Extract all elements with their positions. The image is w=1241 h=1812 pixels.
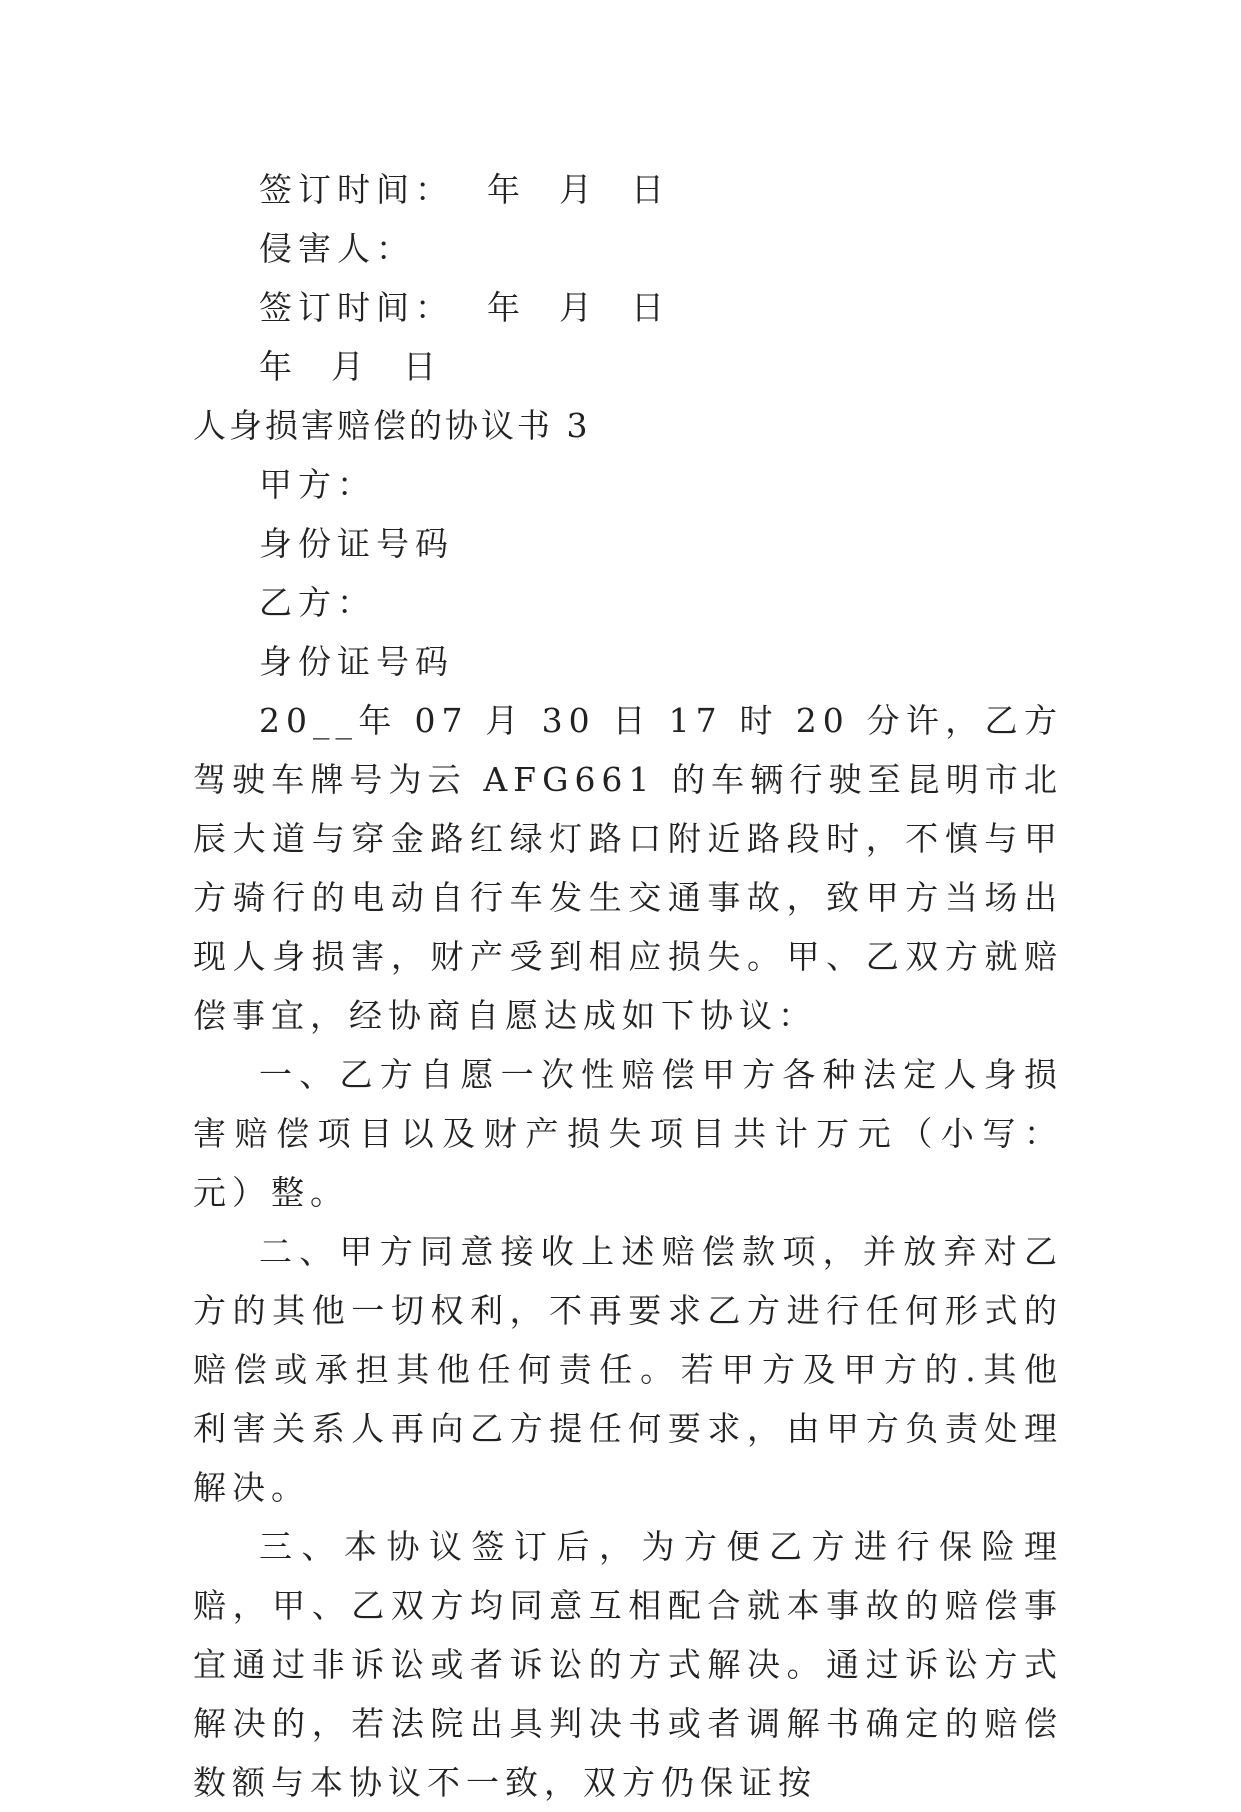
infringer-line: 侵害人： [259,229,415,268]
party-a-line: 甲方： [259,465,376,504]
paragraph-clause-2: 二、甲方同意接收上述赔偿款项，并放弃对乙方的其他一切权利，不再要求乙方进行任何形式的赔偿或承担其他任何责任。若甲方及甲方的.其他利害关系人再向乙方提任何要求，由甲方负责处理解决。 [193,1232,1063,1507]
party-b-id-line: 身份证号码 [259,642,454,681]
document-page [193,160,1063,1812]
sign-time-line: 签订时间： 年 月 日 [259,170,670,209]
agreement-title: 人身损害赔偿的协议书 3 [193,406,591,445]
paragraph-incident: 20__年 07 月 30 日 17 时 20 分许，乙方驾驶车牌号为云 AFG661 的车辆行驶至昆明市北辰大道与穿金路红绿灯路口附近路段时，不慎与甲方骑行的电动自行车发生交通事故，致甲方当场出现人身损害，财产受到相应损失。甲、乙双方就赔偿事宜，经协商自愿达成如下协议： [193,701,1063,1035]
party-b-line: 乙方： [259,583,376,622]
sign-time-line: 签订时间： 年 月 日 [259,288,670,327]
party-a-id-line: 身份证号码 [259,524,454,563]
paragraph-clause-3: 三、本协议签订后，为方便乙方进行保险理赔，甲、乙双方均同意互相配合就本事故的赔偿事宜通过非诉讼或者诉讼的方式解决。通过诉讼方式解决的，若法院出具判决书或者调解书确定的赔偿数额与本协议不一致，双方仍保证按 [193,1527,1063,1802]
date-line: 年 月 日 [259,347,442,386]
paragraph-clause-1: 一、乙方自愿一次性赔偿甲方各种法定人身损害赔偿项目以及财产损失项目共计万元（小写：元）整。 [193,1055,1063,1212]
